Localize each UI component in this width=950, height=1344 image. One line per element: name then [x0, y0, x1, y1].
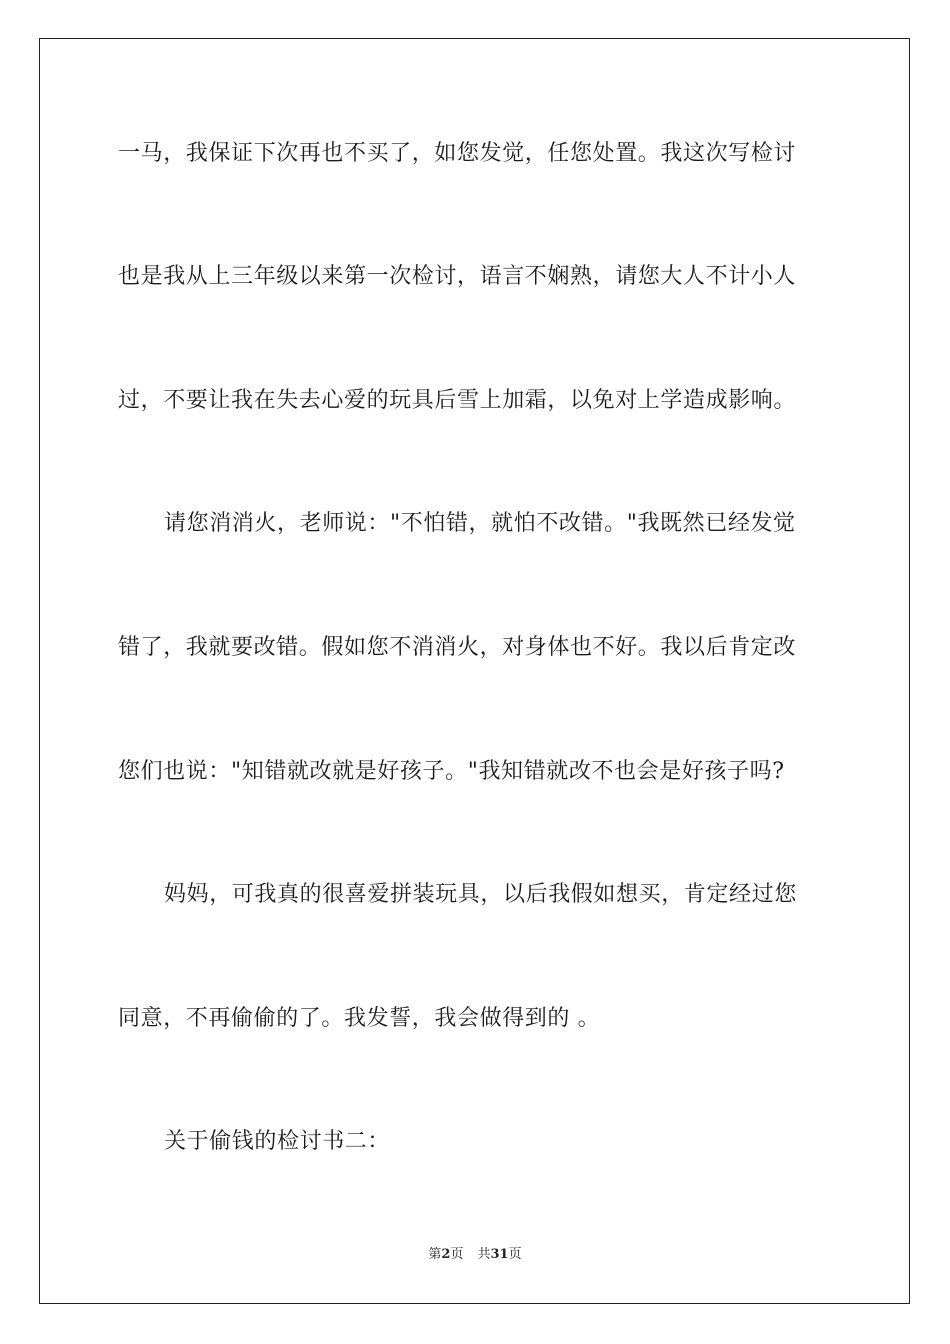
total-suffix: 页	[508, 1247, 522, 1262]
page-suffix: 页	[450, 1247, 464, 1262]
text-line-3: 过，不要让我在失去心爱的玩具后雪上加霜，以免对上学造成影响。	[118, 388, 797, 413]
text-line-1: 一马，我保证下次再也不买了，如您发觉，任您处置。我这次写检讨	[118, 141, 797, 166]
page-number: 2	[441, 1247, 451, 1262]
text-line-8: 同意，不再偷偷的了。我发誓，我会做得到的 。	[118, 1006, 601, 1031]
page-footer	[0, 1246, 950, 1264]
text-line-4: 请您消消火，老师说："不怕错，就怕不改错。"我既然已经发觉	[164, 511, 796, 536]
text-line-6: 您们也说："知错就改就是好孩子。"我知错就改不也会是好孩子吗?	[118, 759, 785, 784]
text-line-5: 错了，我就要改错。假如您不消消火，对身体也不好。我以后肯定改	[118, 635, 797, 660]
page-prefix: 第	[428, 1247, 442, 1262]
text-line-7: 妈妈，可我真的很喜爱拼装玩具，以后我假如想买，肯定经过您	[164, 882, 797, 907]
total-prefix: 共	[477, 1247, 491, 1262]
page-border	[39, 38, 910, 1304]
section-heading: 关于偷钱的检讨书二：	[164, 1129, 391, 1154]
text-line-2: 也是我从上三年级以来第一次检讨，语言不娴熟，请您大人不计小人	[118, 264, 797, 289]
total-pages: 31	[490, 1247, 509, 1262]
